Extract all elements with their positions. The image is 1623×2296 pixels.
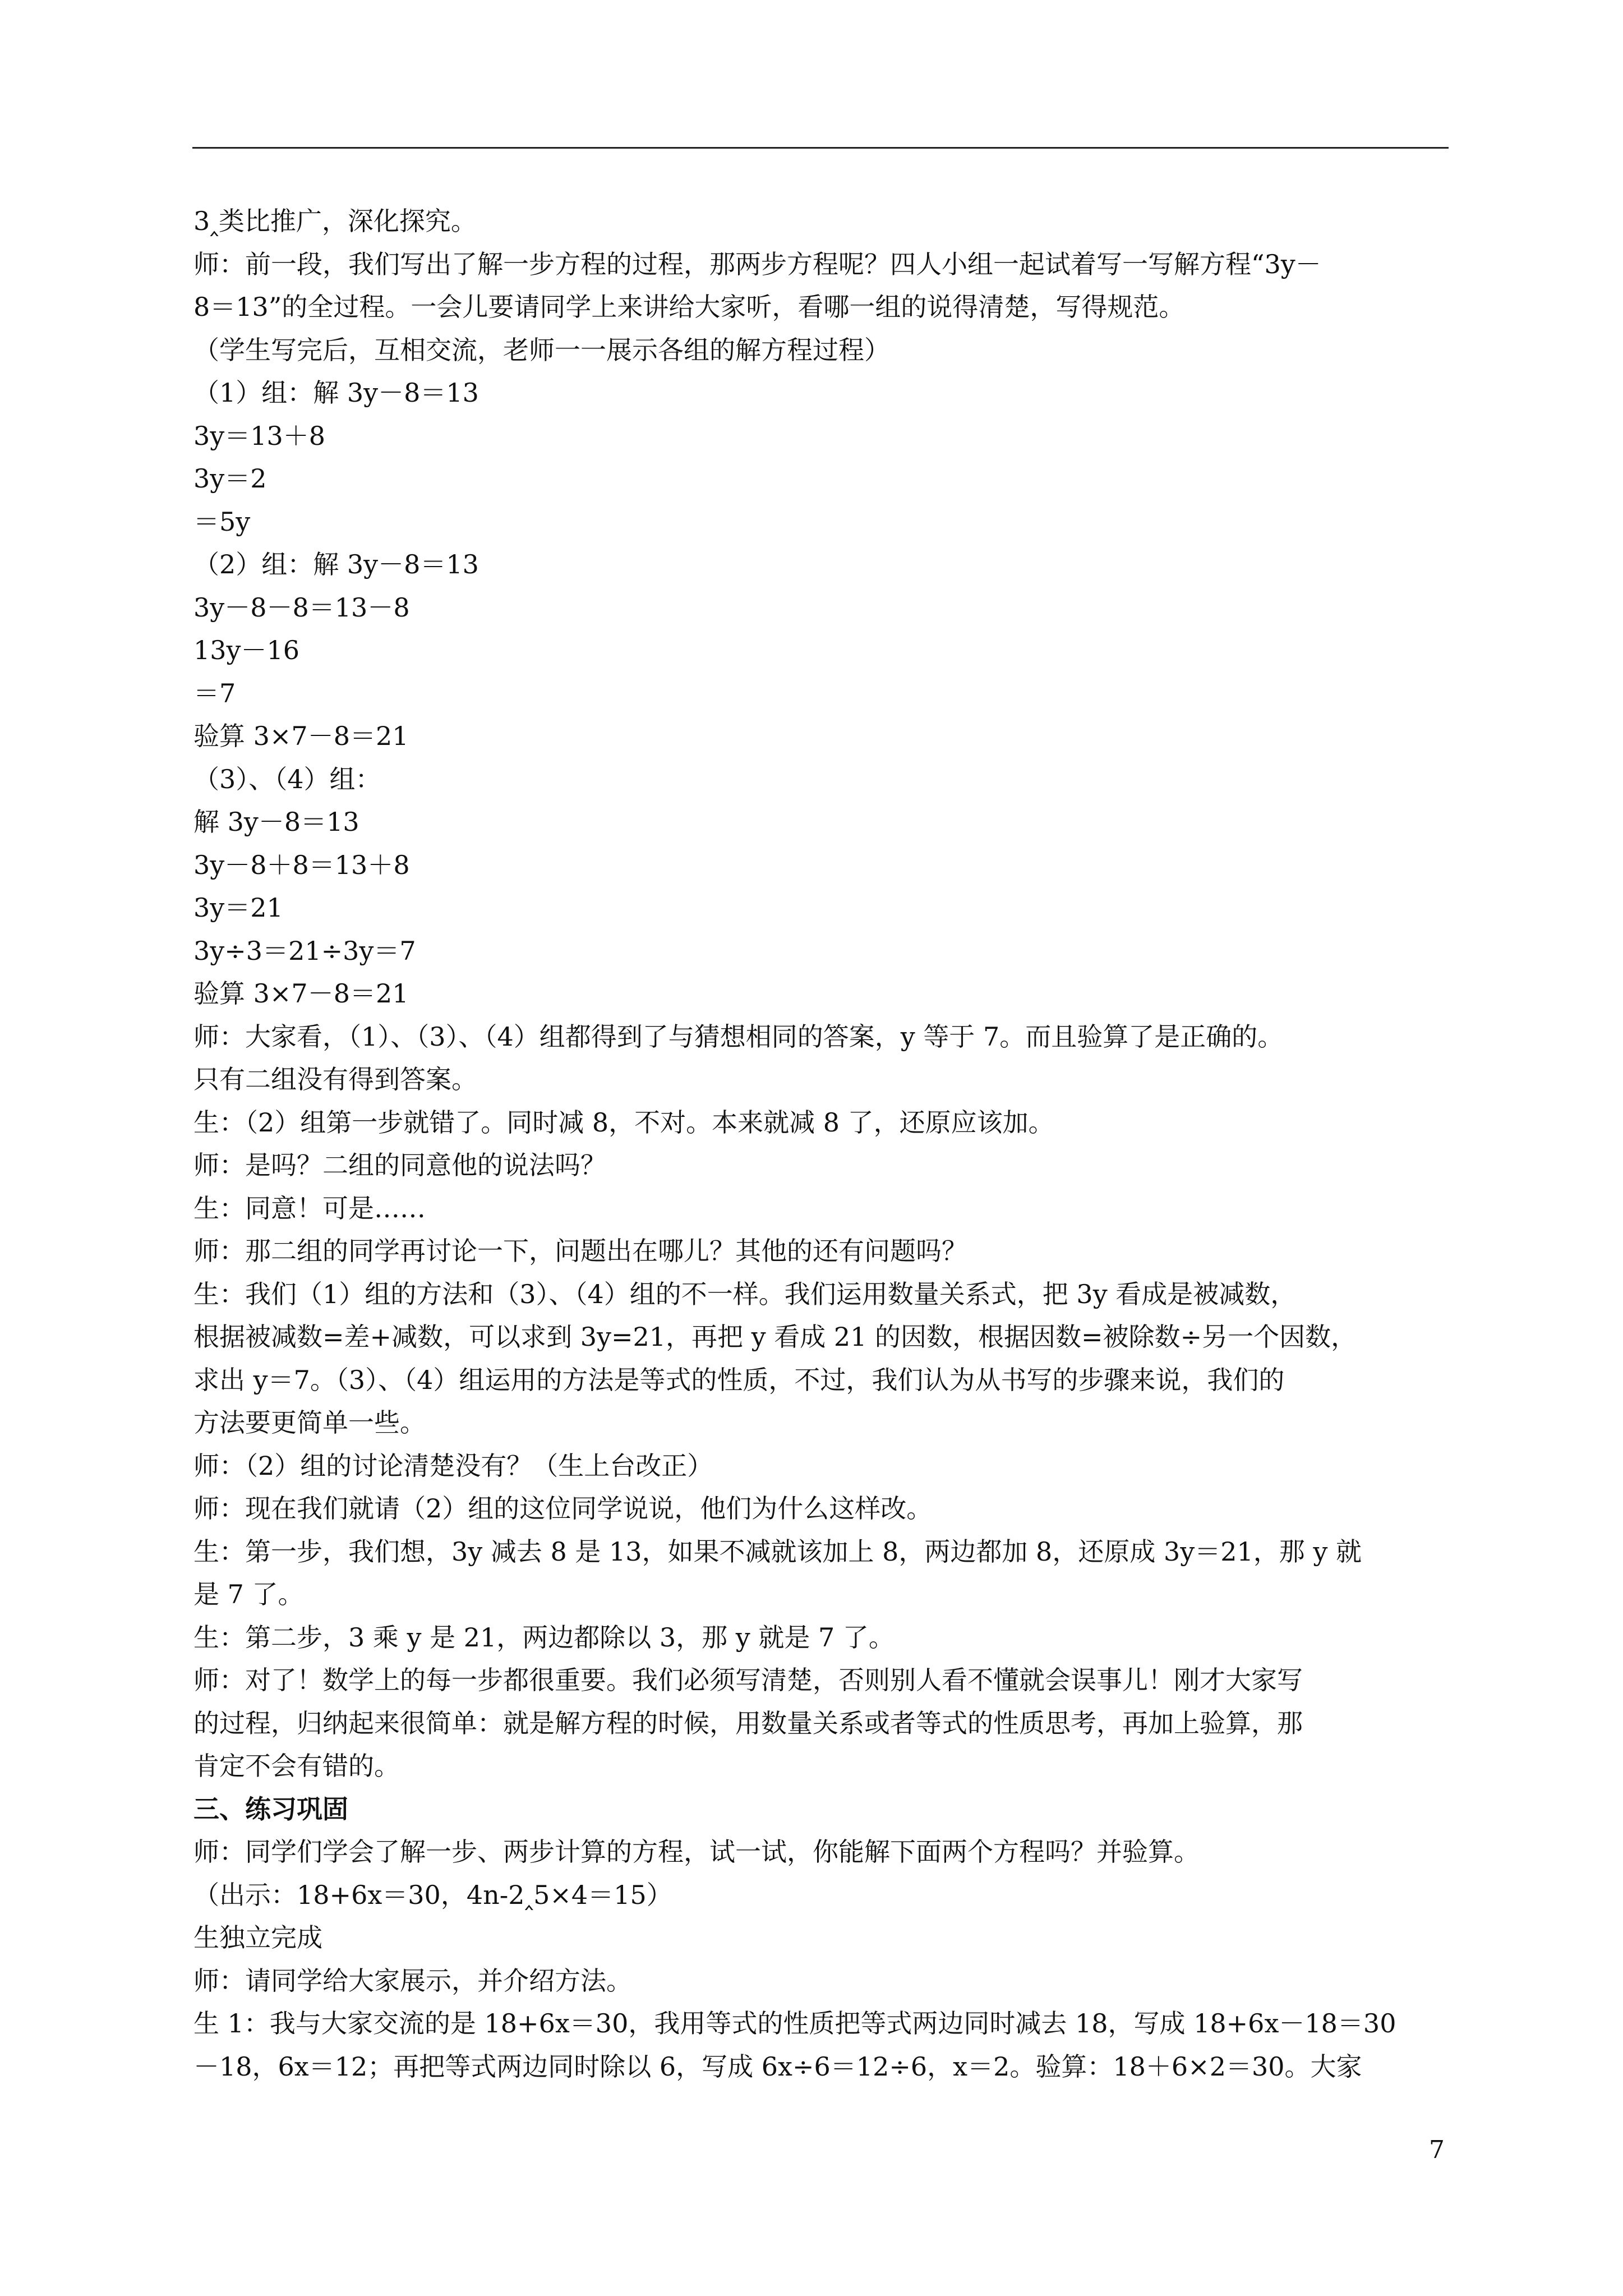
text-line: 验算 3×7－8＝21 xyxy=(193,721,409,751)
text-line: 是 7 了。 xyxy=(193,1579,304,1609)
text-line: 生：第二步，3 乘 y 是 21，两边都除以 3，那 y 就是 7 了。 xyxy=(193,1622,895,1653)
text-line: 肯定不会有错的。 xyxy=(193,1751,400,1781)
text-line: 师：同学们学会了解一步、两步计算的方程，试一试，你能解下面两个方程吗？并验算。 xyxy=(193,1837,1200,1867)
text-line: 生：同意！可是…… xyxy=(193,1193,426,1223)
text-line: （出示：18+6x＝30，4n-2‸5×4＝15） xyxy=(193,1879,672,1910)
text-line: 根据被减数=差+减数，可以求到 3y=21，再把 y 看成 21 的因数，根据因数=被除数÷另一个因数， xyxy=(193,1322,1357,1352)
text-line: 生：我们（1）组的方法和（3）、（4）组的不一样。我们运用数量关系式，把 3y 看成是被减数， xyxy=(193,1278,1297,1309)
text-line: 解 3y－8＝13 xyxy=(193,807,359,837)
header-rule xyxy=(192,147,1449,149)
text-line: ＝7 xyxy=(193,678,236,708)
text-line: 验算 3×7－8＝21 xyxy=(193,978,409,1009)
page-number: 7 xyxy=(1429,2136,1445,2164)
text-line: 师：前一段，我们写出了解一步方程的过程，那两步方程呢？四人小组一起试着写一写解方程“3y－ xyxy=(193,249,1321,279)
text-line: 只有二组没有得到答案。 xyxy=(193,1064,477,1094)
text-line: 13y－16 xyxy=(193,635,300,665)
section-heading: 三、练习巩固 xyxy=(193,1793,348,1824)
text-line: 师：请同学给大家展示，并介绍方法。 xyxy=(193,1965,632,1996)
text-line: 师：大家看，（1）、（3）、（4）组都得到了与猜想相同的答案，y 等于 7。而且验算了是正确的。 xyxy=(193,1021,1284,1052)
text-line: 师：是吗？二组的同意他的说法吗？ xyxy=(193,1150,606,1180)
text-line: 方法要更简单一些。 xyxy=(193,1407,426,1438)
text-line: （学生写完后，互相交流，老师一一展示各组的解方程过程） xyxy=(193,334,890,365)
text-line: 3y＝21 xyxy=(193,892,283,923)
text-line: 师：那二组的同学再讨论一下，问题出在哪儿？其他的还有问题吗？ xyxy=(193,1236,967,1266)
text-line: 生独立完成 xyxy=(193,1922,322,1953)
text-line: （3）、（4）组： xyxy=(193,763,381,794)
text-line: 3y÷3＝21÷3y＝7 xyxy=(193,935,416,966)
text-line: 师：现在我们就请（2）组的这位同学说说，他们为什么这样改。 xyxy=(193,1493,933,1524)
text-line: （1）组：解 3y－8＝13 xyxy=(193,378,479,408)
text-line: 师：对了！数学上的每一步都很重要。我们必须写清楚，否则别人看不懂就会误事儿！刚才大家写 xyxy=(193,1665,1303,1695)
text-line: 生：（2）组第一步就错了。同时减 8，不对。本来就减 8 了，还原应该加。 xyxy=(193,1107,1054,1138)
text-line: 3y－8－8＝13－8 xyxy=(193,592,410,623)
text-line: 师：（2）组的讨论清楚没有？（生上台改正） xyxy=(193,1450,713,1481)
text-line: －18，6x＝12；再把等式两边同时除以 6，写成 6x÷6＝12÷6，x＝2。验算：18＋6×2＝30。大家 xyxy=(193,2051,1362,2082)
text-line: 3‸类比推广，深化探究。 xyxy=(193,206,477,236)
text-line: 的过程，归纳起来很简单：就是解方程的时候，用数量关系或者等式的性质思考，再加上验算，那 xyxy=(193,1708,1303,1738)
text-line: 生：第一步，我们想，3y 减去 8 是 13，如果不减就该加上 8，两边都加 8，还原成 3y＝21，那 y 就 xyxy=(193,1536,1362,1567)
text-line: 求出 y＝7。（3）、（4）组运用的方法是等式的性质，不过，我们认为从书写的步骤来说，我们的 xyxy=(193,1364,1285,1395)
document-body xyxy=(193,200,1455,2088)
text-line: （2）组：解 3y－8＝13 xyxy=(193,549,479,579)
text-line: 3y＝13＋8 xyxy=(193,420,326,451)
text-line: 生 1：我与大家交流的是 18+6x＝30，我用等式的性质把等式两边同时减去 18，写成 18+6x－18＝30 xyxy=(193,2008,1396,2039)
text-line: ＝5y xyxy=(193,506,251,537)
text-line: 8＝13”的全过程。一会儿要请同学上来讲给大家听，看哪一组的说得清楚，写得规范。 xyxy=(193,292,1185,322)
text-line: 3y＝2 xyxy=(193,463,267,494)
text-line: 3y－8＋8＝13＋8 xyxy=(193,849,410,880)
